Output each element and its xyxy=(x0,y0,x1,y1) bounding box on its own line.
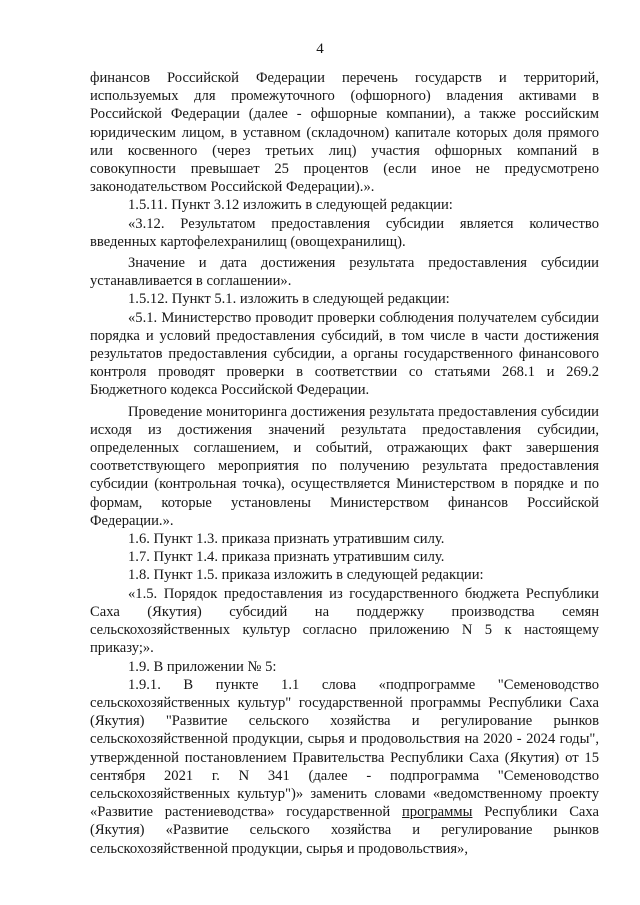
underlined-word-program: программы xyxy=(401,804,473,821)
document-body xyxy=(90,69,599,858)
paragraph-1-5-11: 1.5.11. Пункт 3.12 изложить в следующей редакции: xyxy=(128,197,453,214)
paragraph-1-9-1-part-1: 1.9.1. В пункте 1.1 слова «подпрограмме "Семеноводство сельскохозяйственных культур" государственной программы Республики Саха (Якутия) "Развитие сельского хозяйства и регулирование рынков сельскохозяйственной продукции, сырья и продовольствия на 2020 - 2024 годы", утвержденной постановлением Правительства Республики Саха (Якутия) от 15 сентября 2021 г. N 341 (далее - подпрограмма "Семеноводство сельскохозяйственных культур")» заменить словами «ведомственному проекту «Развитие растениеводства» государственной xyxy=(90,676,599,821)
paragraph-1-9-1 xyxy=(90,676,599,858)
paragraph-1-8: 1.8. Пункт 1.5. приказа изложить в следующей редакции: xyxy=(128,567,484,584)
paragraph-3-12: «3.12. Результатом предоставления субсидии является количество введенных картофелехранилищ (овощехранилищ). xyxy=(90,215,599,250)
paragraph-result-value: Значение и дата достижения результата предоставления субсидии устанавливается в соглашении». xyxy=(90,255,599,290)
paragraph-1-7: 1.7. Пункт 1.4. приказа признать утратившим силу. xyxy=(128,549,445,566)
paragraph-1-6: 1.6. Пункт 1.3. приказа признать утратившим силу. xyxy=(128,531,445,548)
paragraph-1-9-1-part-2: Республики Саха (Якутия) «Развитие сельского хозяйства и регулирование рынков сельскохозяйственной продукции, сырья и продовольствия», xyxy=(90,804,599,857)
paragraph-5-1: «5.1. Министерство проводит проверки соблюдения получателем субсидии порядка и условий предоставления субсидий, в том числе в части достижения результатов предоставления субсидии, а органы государственного финансового контроля проводят проверки в соответствии со статьями 268.1 и 269.2 Бюджетного кодекса Российской Федерации. xyxy=(90,309,599,399)
paragraph-1-5-12: 1.5.12. Пункт 5.1. изложить в следующей редакции: xyxy=(128,291,450,308)
page-number: 4 xyxy=(316,41,324,57)
paragraph-offshore-definition: финансов Российской Федерации перечень государств и территорий, используемых для промежуточного (офшорного) владения активами в Российской Федерации (далее - офшорные компании), а также российским юридическим лицом, в уставном (складочном) капитале которых доля прямого или косвенного (через третьих лиц) участия офшорных компаний в совокупности превышает 25 процентов (если иное не предусмотрено законодательством Российской Федерации).». xyxy=(90,70,599,196)
paragraph-1-9: 1.9. В приложении № 5: xyxy=(128,658,277,675)
paragraph-monitoring: Проведение мониторинга достижения результата предоставления субсидии исходя из достижения значений результата предоставления субсидии, определенных соглашением, и событий, отражающих факт завершения соответствующего мероприятия по получению результата предоставления субсидии (контрольная точка), осуществляется Министерством в порядке и по формам, которые установлены Министерством финансов Российской Федерации.». xyxy=(90,403,599,529)
paragraph-1-5-procedure: «1.5. Порядок предоставления из государственного бюджета Республики Саха (Якутия) субсидий на поддержку производства семян сельскохозяйственных культур согласно приложению N 5 к настоящему приказу;». xyxy=(90,585,599,657)
